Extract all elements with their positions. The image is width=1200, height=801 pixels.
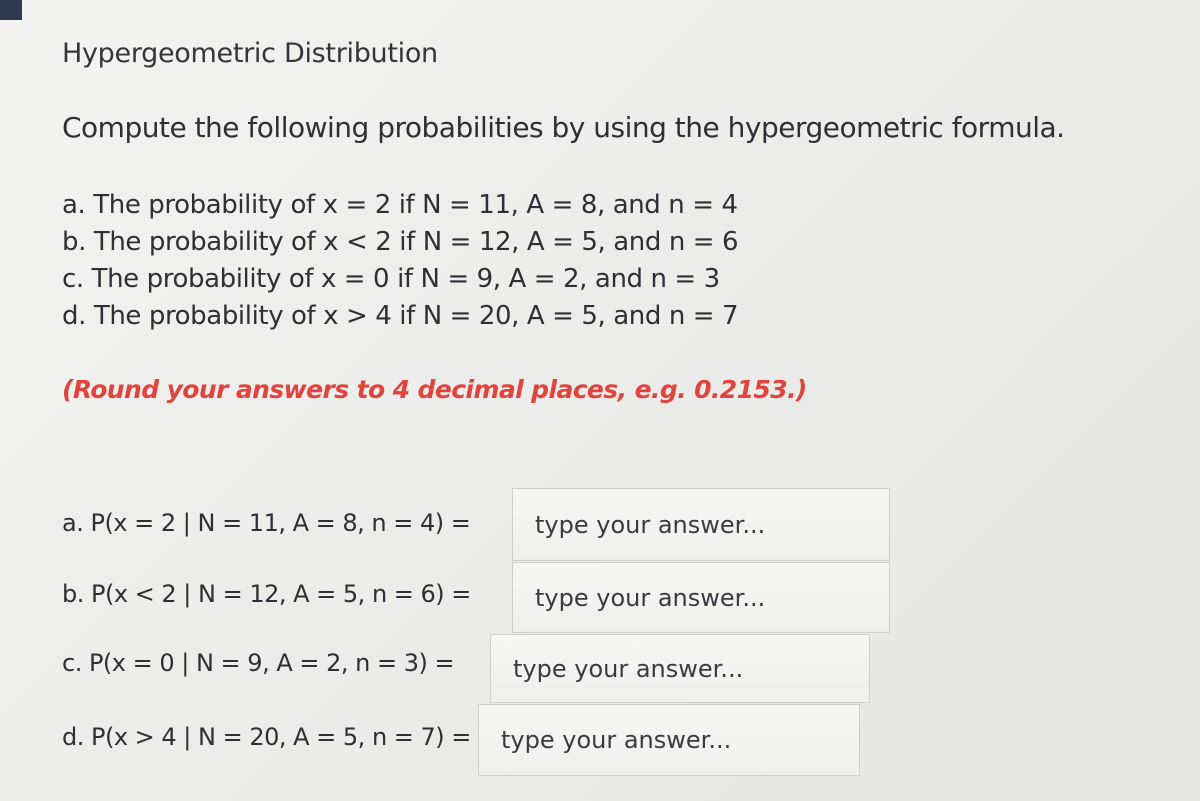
answer-label-c: c. P(x = 0 | N = 9, A = 2, n = 3) = xyxy=(62,649,455,677)
question-instruction: Compute the following probabilities by using the hypergeometric formula. xyxy=(62,111,1065,144)
page-title: Hypergeometric Distribution xyxy=(62,38,438,69)
problem-part-c: c. The probability of x = 0 if N = 9, A = 2, and n = 3 xyxy=(62,264,720,294)
answer-input-d[interactable] xyxy=(478,704,860,776)
answer-input-b[interactable] xyxy=(512,562,890,633)
answer-input-c[interactable] xyxy=(490,634,870,703)
rounding-note: (Round your answers to 4 decimal places, e.g. 0.2153.) xyxy=(62,375,807,404)
problem-part-d: d. The probability of x > 4 if N = 20, A = 5, and n = 7 xyxy=(62,301,739,331)
answer-label-d: d. P(x > 4 | N = 20, A = 5, n = 7) = xyxy=(62,723,471,751)
problem-list xyxy=(62,187,738,335)
problem-part-a: a. The probability of x = 2 if N = 11, A = 8, and n = 4 xyxy=(62,190,738,220)
answer-label-b: b. P(x < 2 | N = 12, A = 5, n = 6) = xyxy=(62,580,471,608)
answer-label-a: a. P(x = 2 | N = 11, A = 8, n = 4) = xyxy=(62,509,471,537)
corner-tab xyxy=(0,0,22,20)
answer-input-a[interactable] xyxy=(512,488,890,561)
problem-part-b: b. The probability of x < 2 if N = 12, A = 5, and n = 6 xyxy=(62,227,739,257)
